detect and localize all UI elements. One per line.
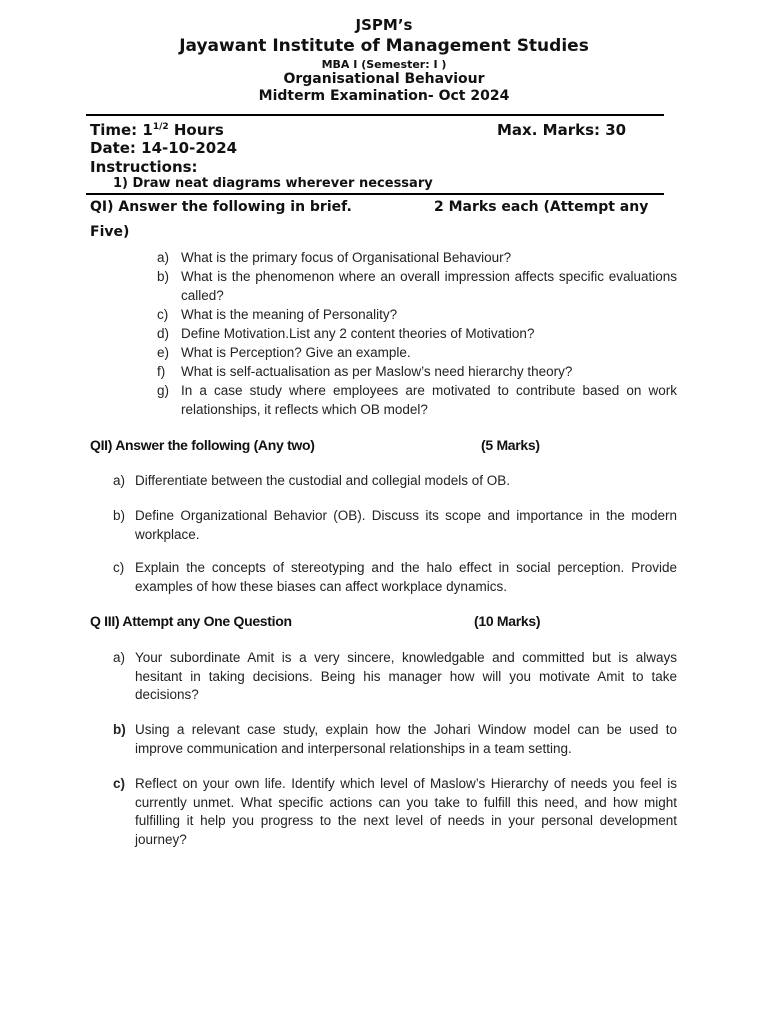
exam-title: Midterm Examination- Oct 2024 — [258, 88, 510, 104]
time-fraction: 1/2 — [152, 122, 169, 132]
item-label: b) — [113, 722, 126, 737]
item-label: e) — [157, 345, 170, 360]
item-text: Your subordinate Amit is a very sincere, knowledgable and committed but is always hesitant in taking decisions. Being his manager how will you motivate Amit to take decisions? — [135, 650, 677, 702]
instruction-item: 1) Draw neat diagrams wherever necessary — [113, 176, 433, 191]
item-label: a) — [113, 650, 126, 665]
q1-heading: QI) Answer the following in brief. — [90, 199, 352, 215]
q2-heading: QII) Answer the following (Any two) — [90, 437, 315, 453]
item-label: a) — [113, 473, 126, 488]
item-text: Reflect on your own life. Identify which level of Maslow’s Hierarchy of needs you feel is currently unmet. What specific actions can you take to fulfill this need, and how might fulfilling it help you progress to the next level of needs in your personal development journey? — [135, 776, 677, 847]
item-label: f) — [157, 364, 166, 379]
item-label: c) — [157, 307, 169, 322]
q3-heading: Q III) Attempt any One Question — [90, 613, 292, 629]
item-label: c) — [113, 560, 125, 575]
item-text: Explain the concepts of stereotyping and the halo effect in social perception. Provide examples of how these biases can affect workplace dynamics. — [135, 560, 677, 594]
subject-name: Organisational Behaviour — [283, 71, 485, 87]
item-text: What is the phenomenon where an overall impression affects specific evaluations called? — [181, 269, 677, 303]
institute-name: Jayawant Institute of Management Studies — [179, 36, 589, 56]
q1-marks: 2 Marks each (Attempt any — [434, 199, 649, 215]
top-rule — [86, 114, 664, 116]
item-text: Differentiate between the custodial and collegial models of OB. — [135, 473, 510, 488]
item-label: a) — [157, 250, 170, 265]
q2-marks: (5 Marks) — [481, 437, 540, 453]
item-text: What is the primary focus of Organisational Behaviour? — [181, 250, 512, 265]
program-name: MBA I (Semester: I ) — [321, 58, 447, 71]
item-text: Using a relevant case study, explain how the Johari Window model can be used to improve communication and interpersonal relationships in a team setting. — [135, 722, 677, 756]
item-text: What is the meaning of Personality? — [181, 307, 398, 322]
item-text: What is Perception? Give an example. — [181, 345, 411, 360]
item-label: c) — [113, 776, 126, 791]
meta-rule — [86, 193, 664, 195]
max-marks: Max. Marks: 30 — [497, 121, 627, 139]
time-suffix: Hours — [168, 121, 224, 139]
item-text: What is self-actualisation as per Maslow’s need hierarchy theory? — [181, 364, 573, 379]
item-text: In a case study where employees are motivated to contribute based on work relationships, it reflects which OB model? — [181, 383, 677, 417]
item-label: b) — [113, 508, 126, 523]
q1-heading-continued: Five) — [90, 224, 130, 240]
item-label: b) — [157, 269, 170, 284]
item-text: Define Organizational Behavior (OB). Discuss its scope and importance in the modern workplace. — [135, 508, 677, 542]
exam-duration — [90, 121, 224, 139]
exam-date: Date: 14-10-2024 — [90, 139, 238, 157]
time-prefix: Time: 1 — [90, 121, 153, 139]
org-name: JSPM’s — [355, 16, 413, 34]
q3-marks: (10 Marks) — [474, 613, 541, 629]
item-label: d) — [157, 326, 170, 341]
item-text: Define Motivation.List any 2 content theories of Motivation? — [181, 326, 535, 341]
instructions-label: Instructions: — [90, 158, 198, 176]
item-label: g) — [157, 383, 170, 398]
